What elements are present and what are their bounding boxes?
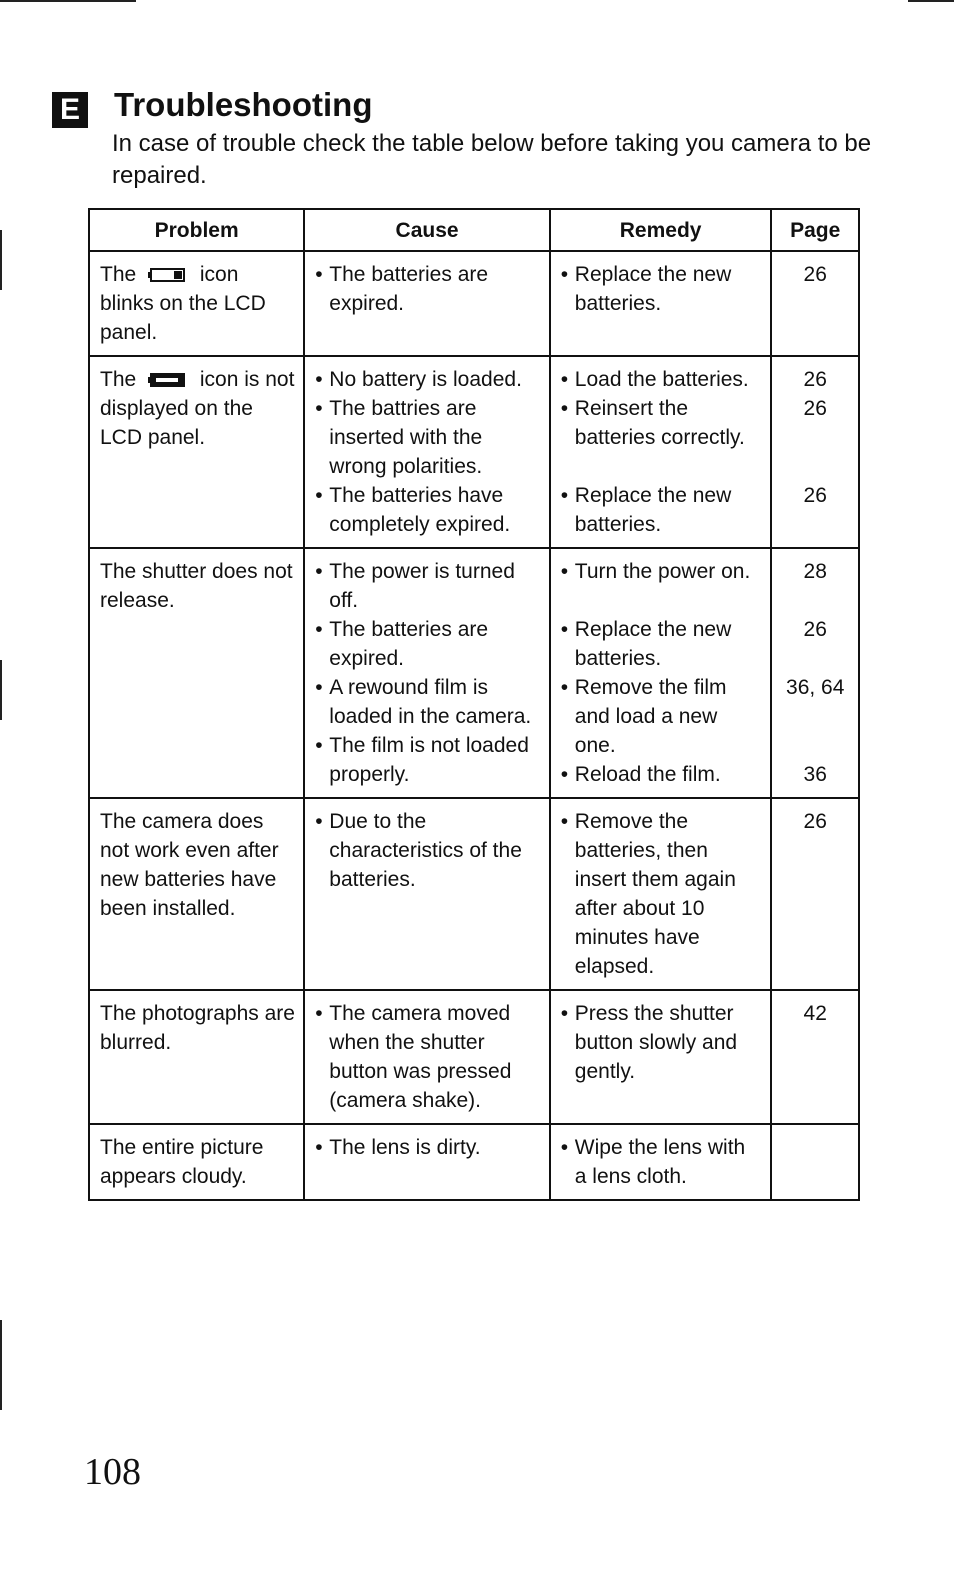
table-row	[89, 798, 859, 990]
problem-cell	[89, 251, 304, 356]
page-ref: 36, 64	[786, 676, 845, 699]
cause-cell	[304, 356, 550, 548]
spacer	[561, 452, 763, 481]
page-ref: 26	[803, 618, 827, 641]
page-ref: 26	[803, 368, 827, 391]
table-header-row	[89, 209, 859, 251]
problem-text-after: icon is not displayed on the LCD panel.	[100, 368, 295, 449]
remedy-cell	[550, 251, 772, 356]
page-ref: 42	[803, 1002, 827, 1025]
page-number: 108	[84, 1451, 141, 1493]
spacer	[776, 702, 854, 760]
remedy-item: • Remove the batteries, then insert them again after about 10 minutes have elapsed.	[561, 807, 763, 981]
remedy-item: • Replace the new batteries.	[561, 260, 763, 318]
header-cause: Cause	[304, 209, 550, 251]
page-ref: 28	[803, 560, 827, 583]
remedy-item: • Wipe the lens with a lens cloth.	[561, 1133, 763, 1191]
cause-cell	[304, 990, 550, 1124]
remedy-cell	[550, 990, 772, 1124]
spacer	[776, 423, 854, 481]
page-ref: 26	[803, 263, 827, 286]
remedy-item: • Press the shutter button slowly and gently.	[561, 999, 763, 1086]
scan-edge-left-1	[0, 230, 2, 290]
scan-edge-top-left	[0, 0, 136, 2]
page-ref: 26	[803, 484, 827, 507]
cause-item: • A rewound film is loaded in the camera.	[315, 673, 541, 731]
page-cell	[771, 798, 859, 990]
page-title: Troubleshooting	[114, 86, 373, 123]
remedy-cell	[550, 798, 772, 990]
cause-item: • The battries are inserted with the wrong polarities.	[315, 394, 541, 481]
spacer	[561, 586, 763, 615]
cause-item: • The batteries are expired.	[315, 260, 541, 318]
table-row	[89, 548, 859, 798]
remedy-item: • Replace the new batteries.	[561, 615, 763, 673]
section-badge-letter: E	[59, 93, 80, 126]
cause-item: • The lens is dirty.	[315, 1133, 541, 1162]
table-row	[89, 1124, 859, 1200]
cause-item: • The film is not loaded properly.	[315, 731, 541, 789]
scan-edge-top-right	[908, 0, 954, 2]
remedy-cell	[550, 548, 772, 798]
cause-item: • Due to the characteristics of the batteries.	[315, 807, 541, 894]
header-page: Page	[771, 209, 859, 251]
intro-text: In case of trouble check the table below before taking you camera to be repaired.	[112, 130, 872, 189]
problem-cell: The shutter does not release.	[89, 548, 304, 798]
cause-item: • The camera moved when the shutter button was pressed (camera shake).	[315, 999, 541, 1115]
page-cell	[771, 251, 859, 356]
troubleshooting-table	[88, 208, 860, 1201]
page-ref: 26	[803, 397, 827, 420]
remedy-item: • Load the batteries.	[561, 365, 763, 394]
cause-item: • The batteries are expired.	[315, 615, 541, 673]
cause-item: • The batteries have completely expired.	[315, 481, 541, 539]
cause-cell	[304, 548, 550, 798]
header-problem: Problem	[89, 209, 304, 251]
problem-text-before: The	[100, 263, 137, 286]
remedy-item: • Turn the power on.	[561, 557, 763, 586]
header-remedy: Remedy	[550, 209, 772, 251]
page-ref: 36	[803, 763, 827, 786]
table-row	[89, 990, 859, 1124]
remedy-item: • Replace the new batteries.	[561, 481, 763, 539]
remedy-item: • Reload the film.	[561, 760, 763, 789]
battery-half-icon	[148, 267, 188, 283]
page-cell	[771, 356, 859, 548]
scan-edge-left-3	[0, 1320, 2, 1410]
page-ref: 26	[803, 810, 827, 833]
problem-cell: The entire picture appears cloudy.	[89, 1124, 304, 1200]
spacer	[776, 644, 854, 673]
spacer	[776, 586, 854, 615]
table-row	[89, 356, 859, 548]
remedy-item: • Remove the film and load a new one.	[561, 673, 763, 760]
cause-item: • The power is turned off.	[315, 557, 541, 615]
problem-cell	[89, 356, 304, 548]
table-row	[89, 251, 859, 356]
page-cell	[771, 548, 859, 798]
remedy-item: • Reinsert the batteries correctly.	[561, 394, 763, 452]
section-badge	[52, 92, 88, 128]
cause-cell	[304, 798, 550, 990]
remedy-cell	[550, 356, 772, 548]
page-cell	[771, 990, 859, 1124]
cause-cell	[304, 1124, 550, 1200]
page-cell	[771, 1124, 859, 1200]
battery-full-icon	[148, 372, 188, 388]
cause-item: • No battery is loaded.	[315, 365, 541, 394]
problem-cell: The photographs are blurred.	[89, 990, 304, 1124]
problem-cell: The camera does not work even after new batteries have been installed.	[89, 798, 304, 990]
problem-text-before: The	[100, 368, 137, 391]
problem-text-after: icon blinks on the LCD panel.	[100, 263, 266, 344]
remedy-cell	[550, 1124, 772, 1200]
scan-edge-left-2	[0, 660, 2, 720]
cause-cell	[304, 251, 550, 356]
